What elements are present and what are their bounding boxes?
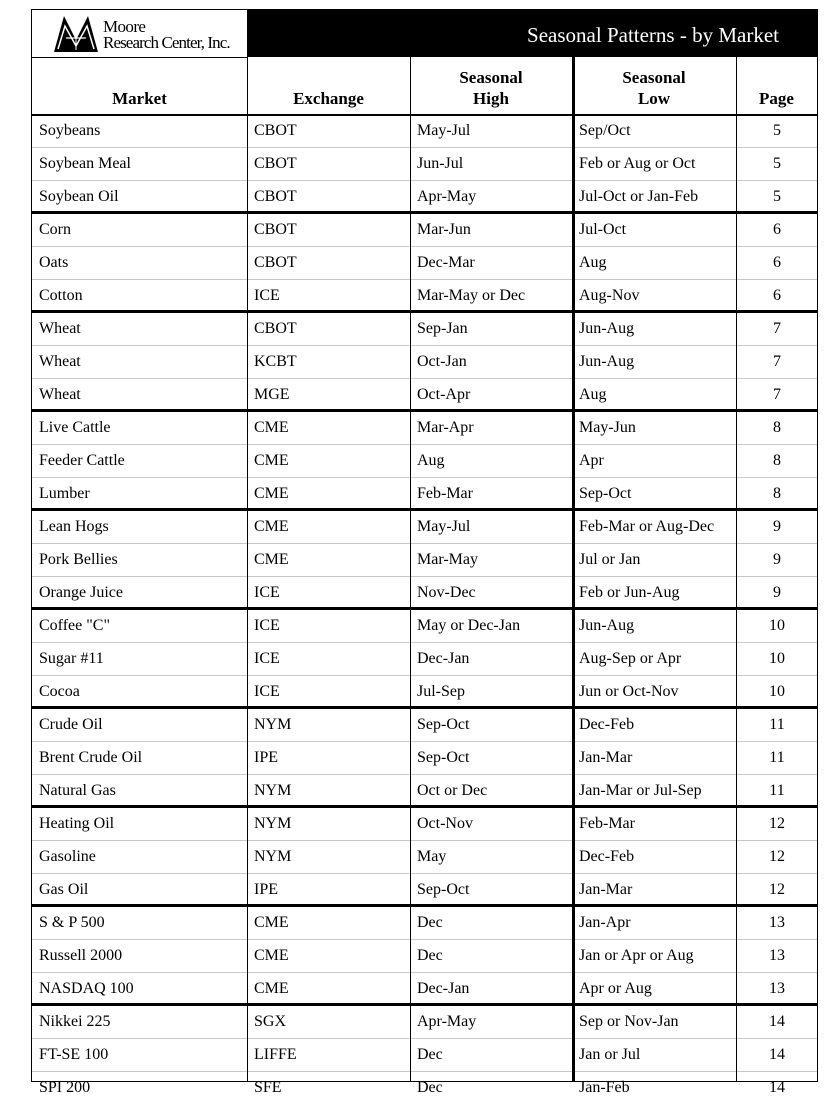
market-cell: Live Cattle <box>39 419 111 436</box>
market-cell: Wheat <box>39 320 81 337</box>
high-cell: Oct-Nov <box>417 815 473 832</box>
market-cell: Cocoa <box>39 683 80 700</box>
page-cell: 5 <box>773 122 781 139</box>
table-row <box>32 775 817 808</box>
table-row <box>32 412 817 445</box>
market-cell: Sugar #11 <box>39 650 104 667</box>
exchange-cell: CBOT <box>254 188 297 205</box>
market-cell: Soybeans <box>39 122 101 139</box>
page-cell: 6 <box>773 287 781 304</box>
exchange-cell: ICE <box>254 287 280 304</box>
table-row <box>32 478 817 511</box>
column-divider <box>410 57 411 1081</box>
exchange-cell: CME <box>254 452 289 469</box>
low-cell: Jun-Aug <box>579 320 635 337</box>
low-cell: Dec-Feb <box>579 716 635 733</box>
table-row <box>32 280 817 313</box>
low-cell: Feb-Mar <box>579 815 635 832</box>
page-cell: 5 <box>773 188 781 205</box>
table-row <box>32 742 817 775</box>
table-row <box>32 577 817 610</box>
exchange-cell: CME <box>254 947 289 964</box>
low-cell: Dec-Feb <box>579 848 635 865</box>
market-header-label: Market <box>112 89 167 108</box>
exchange-cell: IPE <box>254 749 278 766</box>
low-cell: Jan-Mar <box>579 881 633 898</box>
low-cell: Jan or Apr or Aug <box>579 947 694 964</box>
page-cell: 10 <box>769 617 785 634</box>
table-row <box>32 973 817 1006</box>
high-cell: Dec <box>417 1046 443 1063</box>
market-cell: Wheat <box>39 353 81 370</box>
column-header-row <box>32 57 817 116</box>
table-row <box>32 940 817 973</box>
low-cell: Apr or Aug <box>579 980 652 997</box>
page-cell: 9 <box>773 551 781 568</box>
low-cell: Apr <box>579 452 604 469</box>
exchange-cell: LIFFE <box>254 1046 297 1063</box>
column-divider <box>247 57 248 1081</box>
high-cell: Mar-May or Dec <box>417 287 526 304</box>
page-cell: 6 <box>773 254 781 271</box>
page-cell: 7 <box>773 353 781 370</box>
market-cell: Gasoline <box>39 848 96 865</box>
table-row <box>32 874 817 907</box>
low-cell: Sep-Oct <box>579 485 632 502</box>
page-cell: 8 <box>773 485 781 502</box>
exchange-cell: ICE <box>254 683 280 700</box>
low-cell: Feb or Aug or Oct <box>579 155 696 172</box>
page-cell: 6 <box>773 221 781 238</box>
table-row <box>32 181 817 214</box>
high-cell: Sep-Oct <box>417 749 470 766</box>
high-cell: Sep-Oct <box>417 716 470 733</box>
table-row <box>32 544 817 577</box>
table-row <box>32 346 817 379</box>
high-cell: Aug <box>417 452 445 469</box>
page-cell: 11 <box>769 749 785 766</box>
high-cell: May <box>417 848 447 865</box>
market-cell: Heating Oil <box>39 815 115 832</box>
low-cell: Sep or Nov-Jan <box>579 1013 679 1030</box>
table-row <box>32 907 817 940</box>
market-cell: Orange Juice <box>39 584 123 601</box>
low-cell: Jul-Oct <box>579 221 627 238</box>
market-cell: Lean Hogs <box>39 518 109 535</box>
market-cell: FT-SE 100 <box>39 1046 109 1063</box>
column-header-market <box>32 57 247 114</box>
page-cell: 10 <box>769 683 785 700</box>
market-cell: Feeder Cattle <box>39 452 125 469</box>
table-row <box>32 115 817 148</box>
high-cell: May-Jul <box>417 122 471 139</box>
market-cell: Oats <box>39 254 69 271</box>
low-header-line1: Seasonal <box>622 68 686 87</box>
low-cell: Jun-Aug <box>579 617 635 634</box>
column-header-seasonal-low <box>573 57 735 114</box>
high-cell: Oct or Dec <box>417 782 488 799</box>
page-cell: 9 <box>773 584 781 601</box>
exchange-cell: ICE <box>254 617 280 634</box>
low-header-line2: Low <box>637 89 671 108</box>
exchange-cell: CBOT <box>254 254 297 271</box>
title-bar <box>247 9 817 57</box>
market-cell: SPI 200 <box>39 1079 91 1096</box>
low-cell: Jun or Oct-Nov <box>579 683 679 700</box>
table-row <box>32 511 817 544</box>
exchange-cell: CME <box>254 551 289 568</box>
exchange-cell: NYM <box>254 716 292 733</box>
table-row <box>32 676 817 709</box>
column-header-seasonal-high <box>410 57 572 114</box>
page-cell: 7 <box>773 320 781 337</box>
table-row <box>32 214 817 247</box>
market-cell: Wheat <box>39 386 81 403</box>
exchange-cell: CBOT <box>254 155 297 172</box>
high-cell: Dec <box>417 947 443 964</box>
market-cell: Gas Oil <box>39 881 89 898</box>
low-cell: Feb-Mar or Aug-Dec <box>579 518 715 535</box>
page-cell: 8 <box>773 419 781 436</box>
exchange-cell: CBOT <box>254 221 297 238</box>
page-cell: 10 <box>769 650 785 667</box>
page-cell: 12 <box>769 815 785 832</box>
high-cell: Apr-May <box>417 1013 477 1030</box>
table-row <box>32 1072 817 1104</box>
page-cell: 14 <box>769 1046 785 1063</box>
high-cell: Mar-Apr <box>417 419 474 436</box>
table-row <box>32 1006 817 1039</box>
low-cell: Aug <box>579 386 607 403</box>
table-body <box>32 115 817 1104</box>
exchange-cell: CME <box>254 419 289 436</box>
table-row <box>32 1039 817 1072</box>
table-row <box>32 379 817 412</box>
low-cell: Jul-Oct or Jan-Feb <box>579 188 699 205</box>
market-cell: Corn <box>39 221 71 238</box>
high-cell: Dec-Jan <box>417 980 470 997</box>
low-cell: Aug <box>579 254 607 271</box>
market-cell: Russell 2000 <box>39 947 123 964</box>
high-cell: Jul-Sep <box>417 683 465 700</box>
table-row <box>32 808 817 841</box>
moore-logo-icon <box>54 16 98 52</box>
table-row <box>32 610 817 643</box>
low-cell: Jan-Apr <box>579 914 631 931</box>
page-cell: 7 <box>773 386 781 403</box>
page-cell: 13 <box>769 914 785 931</box>
market-cell: Cotton <box>39 287 83 304</box>
high-cell: Jun-Jul <box>417 155 464 172</box>
exchange-cell: ICE <box>254 650 280 667</box>
exchange-cell: CBOT <box>254 320 297 337</box>
low-cell: Aug-Nov <box>579 287 640 304</box>
market-cell: Lumber <box>39 485 90 502</box>
table-row <box>32 148 817 181</box>
column-header-exchange <box>247 57 410 114</box>
low-cell: May-Jun <box>579 419 636 436</box>
high-cell: Sep-Jan <box>417 320 468 337</box>
low-cell: Sep/Oct <box>579 122 631 139</box>
low-cell: Jan-Mar or Jul-Sep <box>579 782 702 799</box>
logo-name-line1: Moore <box>103 17 146 36</box>
high-cell: Dec-Mar <box>417 254 475 271</box>
header-band <box>32 9 817 57</box>
high-cell: Dec <box>417 914 443 931</box>
table-row <box>32 841 817 874</box>
column-divider <box>572 57 575 1081</box>
page-cell: 9 <box>773 518 781 535</box>
page-title: Seasonal Patterns - by Market <box>527 23 779 47</box>
market-cell: S & P 500 <box>39 914 105 931</box>
high-cell: May or Dec-Jan <box>417 617 521 634</box>
market-cell: Soybean Oil <box>39 188 119 205</box>
page-cell: 12 <box>769 848 785 865</box>
page-header-label: Page <box>759 89 794 108</box>
market-cell: Brent Crude Oil <box>39 749 143 766</box>
high-cell: Dec-Jan <box>417 650 470 667</box>
column-header-page <box>736 57 817 114</box>
high-cell: Oct-Jan <box>417 353 467 370</box>
table-row <box>32 313 817 346</box>
high-cell: Nov-Dec <box>417 584 476 601</box>
market-cell: Nikkei 225 <box>39 1013 111 1030</box>
low-cell: Jan-Mar <box>579 749 633 766</box>
low-cell: Feb or Jun-Aug <box>579 584 680 601</box>
market-cell: Natural Gas <box>39 782 116 799</box>
high-cell: Mar-May <box>417 551 478 568</box>
high-header-line2: High <box>473 89 509 108</box>
exchange-cell: KCBT <box>254 353 297 370</box>
market-cell: Pork Bellies <box>39 551 118 568</box>
exchange-cell: NYM <box>254 782 292 799</box>
low-cell: Jul or Jan <box>579 551 641 568</box>
page-cell: 12 <box>769 881 785 898</box>
company-logo <box>32 9 247 58</box>
high-cell: Oct-Apr <box>417 386 471 403</box>
market-cell: Crude Oil <box>39 716 103 733</box>
market-cell: Coffee "C" <box>39 617 110 634</box>
exchange-cell: IPE <box>254 881 278 898</box>
low-cell: Jun-Aug <box>579 353 635 370</box>
page-cell: 13 <box>769 980 785 997</box>
page-cell: 13 <box>769 947 785 964</box>
table-row <box>32 247 817 280</box>
page-cell: 8 <box>773 452 781 469</box>
table-row <box>32 445 817 478</box>
exchange-header-label: Exchange <box>293 89 364 108</box>
high-cell: Apr-May <box>417 188 477 205</box>
page-cell: 14 <box>769 1079 785 1096</box>
low-cell: Jan or Jul <box>579 1046 641 1063</box>
high-cell: May-Jul <box>417 518 471 535</box>
exchange-cell: CME <box>254 485 289 502</box>
low-cell: Jan-Feb <box>579 1079 630 1096</box>
exchange-cell: ICE <box>254 584 280 601</box>
high-cell: Mar-Jun <box>417 221 471 238</box>
table-row <box>32 709 817 742</box>
market-cell: NASDAQ 100 <box>39 980 134 997</box>
exchange-cell: MGE <box>254 386 290 403</box>
table-row <box>32 643 817 676</box>
page-cell: 11 <box>769 782 785 799</box>
page-cell: 11 <box>769 716 785 733</box>
high-header-line1: Seasonal <box>459 68 523 87</box>
market-cell: Soybean Meal <box>39 155 131 172</box>
exchange-cell: CBOT <box>254 122 297 139</box>
high-cell: Feb-Mar <box>417 485 473 502</box>
exchange-cell: NYM <box>254 848 292 865</box>
exchange-cell: SFE <box>254 1079 282 1096</box>
high-cell: Sep-Oct <box>417 881 470 898</box>
page-cell: 5 <box>773 155 781 172</box>
exchange-cell: CME <box>254 518 289 535</box>
page-cell: 14 <box>769 1013 785 1030</box>
column-divider <box>736 57 737 1081</box>
seasonal-patterns-table <box>31 9 818 1096</box>
high-cell: Dec <box>417 1079 443 1096</box>
low-cell: Aug-Sep or Apr <box>579 650 682 667</box>
exchange-cell: NYM <box>254 815 292 832</box>
exchange-cell: SGX <box>254 1013 287 1030</box>
exchange-cell: CME <box>254 914 289 931</box>
logo-name-line2: Research Center, Inc. <box>103 33 230 52</box>
exchange-cell: CME <box>254 980 289 997</box>
